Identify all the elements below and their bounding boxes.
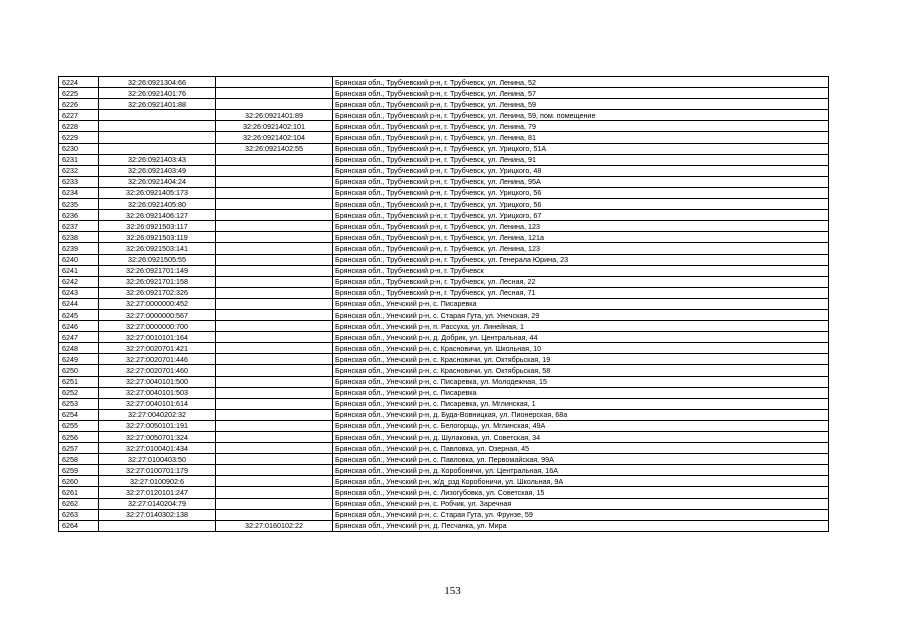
table-row bbox=[59, 232, 829, 243]
address-cell: Брянская обл., Трубчевский р-н, г. Трубчевск, ул. Ленина, 52 bbox=[333, 77, 829, 88]
table-row bbox=[59, 354, 829, 365]
row-number-cell: 6253 bbox=[59, 398, 99, 409]
row-number-cell: 6236 bbox=[59, 210, 99, 221]
address-cell: Брянская обл., Унечский р-н, с. Красновичи, ул. Школьная, 10 bbox=[333, 343, 829, 354]
address-cell: Брянская обл., Унечский р-н, д. Коробоничи, ул. Центральная, 16А bbox=[333, 465, 829, 476]
table-row bbox=[59, 221, 829, 232]
row-number-cell: 6241 bbox=[59, 265, 99, 276]
premises-cadastral-number-cell: 32:26:0921401:89 bbox=[216, 110, 333, 121]
address-cell: Брянская обл., Трубчевский р-н, г. Трубчевск, ул. Урицкого, 56 bbox=[333, 187, 829, 198]
premises-cadastral-number-cell bbox=[216, 77, 333, 88]
table-row bbox=[59, 376, 829, 387]
row-number-cell: 6242 bbox=[59, 276, 99, 287]
address-cell: Брянская обл., Унечский р-н, с. Писаревка bbox=[333, 387, 829, 398]
cadastral-number-cell: 32:27:0120101:247 bbox=[99, 487, 216, 498]
premises-cadastral-number-cell bbox=[216, 409, 333, 420]
cadastral-number-cell: 32:26:0921401:88 bbox=[99, 99, 216, 110]
premises-cadastral-number-cell bbox=[216, 254, 333, 265]
address-cell: Брянская обл., Трубчевский р-н, г. Трубчевск, ул. Ленина, 81 bbox=[333, 132, 829, 143]
cadastral-number-cell: 32:27:0140302:138 bbox=[99, 509, 216, 520]
premises-cadastral-number-cell bbox=[216, 210, 333, 221]
cadastral-number-cell: 32:27:0100902:6 bbox=[99, 476, 216, 487]
table-row bbox=[59, 487, 829, 498]
premises-cadastral-number-cell: 32:26:0921402:104 bbox=[216, 132, 333, 143]
cadastral-number-cell: 32:27:0050701:324 bbox=[99, 432, 216, 443]
cadastral-number-cell: 32:26:0921405:80 bbox=[99, 199, 216, 210]
table-row bbox=[59, 121, 829, 132]
cadastral-number-cell: 32:27:0010101:164 bbox=[99, 332, 216, 343]
address-cell: Брянская обл., Трубчевский р-н, г. Трубчевск, ул. Ленина, 91 bbox=[333, 154, 829, 165]
address-cell: Брянская обл., Унечский р-н, с. Робчик, ул. Заречная bbox=[333, 498, 829, 509]
cadastral-number-cell: 32:26:0921701:149 bbox=[99, 265, 216, 276]
premises-cadastral-number-cell bbox=[216, 154, 333, 165]
premises-cadastral-number-cell bbox=[216, 343, 333, 354]
address-cell: Брянская обл., Унечский р-н, с. Павловка, ул. Озерная, 45 bbox=[333, 443, 829, 454]
address-cell: Брянская обл., Унечский р-н, д. Шулаковка, ул. Советская, 34 bbox=[333, 432, 829, 443]
table-row bbox=[59, 199, 829, 210]
premises-cadastral-number-cell bbox=[216, 321, 333, 332]
row-number-cell: 6251 bbox=[59, 376, 99, 387]
row-number-cell: 6256 bbox=[59, 432, 99, 443]
address-cell: Брянская обл., Унечский р-н, с. Белогорщь, ул. Мглинская, 49А bbox=[333, 420, 829, 431]
row-number-cell: 6245 bbox=[59, 309, 99, 320]
row-number-cell: 6228 bbox=[59, 121, 99, 132]
cadastral-number-cell bbox=[99, 132, 216, 143]
table-row bbox=[59, 287, 829, 298]
table-row bbox=[59, 154, 829, 165]
row-number-cell: 6260 bbox=[59, 476, 99, 487]
table-row bbox=[59, 298, 829, 309]
premises-cadastral-number-cell bbox=[216, 387, 333, 398]
table-row bbox=[59, 432, 829, 443]
address-cell: Брянская обл., Трубчевский р-н, г. Трубчевск, ул. Ленина, 59, пом. помещение bbox=[333, 110, 829, 121]
premises-cadastral-number-cell bbox=[216, 88, 333, 99]
row-number-cell: 6247 bbox=[59, 332, 99, 343]
cadastral-number-cell: 32:27:0140204:79 bbox=[99, 498, 216, 509]
premises-cadastral-number-cell bbox=[216, 199, 333, 210]
cadastral-number-cell: 32:27:0000000:700 bbox=[99, 321, 216, 332]
row-number-cell: 6238 bbox=[59, 232, 99, 243]
premises-cadastral-number-cell bbox=[216, 243, 333, 254]
premises-cadastral-number-cell bbox=[216, 365, 333, 376]
premises-cadastral-number-cell bbox=[216, 187, 333, 198]
premises-cadastral-number-cell bbox=[216, 276, 333, 287]
premises-cadastral-number-cell bbox=[216, 354, 333, 365]
cadastral-number-cell: 32:26:0921403:43 bbox=[99, 154, 216, 165]
row-number-cell: 6231 bbox=[59, 154, 99, 165]
cadastral-number-cell: 32:27:0050101:191 bbox=[99, 420, 216, 431]
address-cell: Брянская обл., Трубчевский р-н, г. Трубчевск, ул. Ленина, 121а bbox=[333, 232, 829, 243]
premises-cadastral-number-cell bbox=[216, 487, 333, 498]
premises-cadastral-number-cell: 32:26:0921402:55 bbox=[216, 143, 333, 154]
premises-cadastral-number-cell bbox=[216, 398, 333, 409]
row-number-cell: 6239 bbox=[59, 243, 99, 254]
cadastral-number-cell bbox=[99, 121, 216, 132]
premises-cadastral-number-cell bbox=[216, 298, 333, 309]
table-row bbox=[59, 276, 829, 287]
address-cell: Брянская обл., Трубчевский р-н, г. Трубчевск, ул. Ленина, 123 bbox=[333, 221, 829, 232]
address-cell: Брянская обл., Трубчевский р-н, г. Трубчевск bbox=[333, 265, 829, 276]
cadastral-number-cell: 32:26:0921701:158 bbox=[99, 276, 216, 287]
address-cell: Брянская обл., Трубчевский р-н, г. Трубчевск, ул. Лесная, 71 bbox=[333, 287, 829, 298]
row-number-cell: 6244 bbox=[59, 298, 99, 309]
address-cell: Брянская обл., Унечский р-н, п. Рассуха, ул. Линейная, 1 bbox=[333, 321, 829, 332]
address-cell: Брянская обл., Унечский р-н, с. Старая Гута, ул. Фрунзе, 59 bbox=[333, 509, 829, 520]
cadastral-number-cell: 32:27:0040101:500 bbox=[99, 376, 216, 387]
address-cell: Брянская обл., Унечский р-н, с. Писаревка, ул. Молодежная, 15 bbox=[333, 376, 829, 387]
premises-cadastral-number-cell bbox=[216, 476, 333, 487]
row-number-cell: 6229 bbox=[59, 132, 99, 143]
address-cell: Брянская обл., Трубчевский р-н, г. Трубчевск, ул. Ленина, 57 bbox=[333, 88, 829, 99]
table-row bbox=[59, 165, 829, 176]
address-cell: Брянская обл., Трубчевский р-н, г. Трубчевск, ул. Ленина, 95А bbox=[333, 176, 829, 187]
table-row bbox=[59, 465, 829, 476]
table-row bbox=[59, 110, 829, 121]
premises-cadastral-number-cell bbox=[216, 165, 333, 176]
premises-cadastral-number-cell bbox=[216, 465, 333, 476]
table-row bbox=[59, 77, 829, 88]
cadastral-number-cell: 32:27:0040202:32 bbox=[99, 409, 216, 420]
cadastral-number-cell: 32:27:0020701:446 bbox=[99, 354, 216, 365]
table-row bbox=[59, 398, 829, 409]
address-cell: Брянская обл., Унечский р-н, с. Павловка, ул. Первомайская, 99А bbox=[333, 454, 829, 465]
address-cell: Брянская обл., Трубчевский р-н, г. Трубчевск, ул. Ленина, 59 bbox=[333, 99, 829, 110]
cadastral-number-cell: 32:26:0921503:119 bbox=[99, 232, 216, 243]
row-number-cell: 6259 bbox=[59, 465, 99, 476]
table-row bbox=[59, 509, 829, 520]
table-row bbox=[59, 365, 829, 376]
table-row bbox=[59, 143, 829, 154]
cadastral-number-cell: 32:26:0921505:55 bbox=[99, 254, 216, 265]
row-number-cell: 6246 bbox=[59, 321, 99, 332]
cadastral-number-cell: 32:27:0020701:421 bbox=[99, 343, 216, 354]
premises-cadastral-number-cell: 32:26:0921402:101 bbox=[216, 121, 333, 132]
row-number-cell: 6230 bbox=[59, 143, 99, 154]
table-row bbox=[59, 265, 829, 276]
address-cell: Брянская обл., Трубчевский р-н, г. Трубчевск, ул. Генерала Юрина, 23 bbox=[333, 254, 829, 265]
table-row bbox=[59, 498, 829, 509]
address-cell: Брянская обл., Унечский р-н, д. Песчанка, ул. Мира bbox=[333, 520, 829, 531]
cadastral-number-cell: 32:26:0921702:326 bbox=[99, 287, 216, 298]
table-row bbox=[59, 243, 829, 254]
cadastral-number-cell bbox=[99, 110, 216, 121]
table-row bbox=[59, 420, 829, 431]
address-cell: Брянская обл., Унечский р-н, ж/д_рзд Коробоничи, ул. Школьная, 9А bbox=[333, 476, 829, 487]
table-row bbox=[59, 88, 829, 99]
cadastral-number-cell: 32:26:0921503:117 bbox=[99, 221, 216, 232]
premises-cadastral-number-cell bbox=[216, 221, 333, 232]
cadastral-number-cell: 32:26:0921406:127 bbox=[99, 210, 216, 221]
row-number-cell: 6249 bbox=[59, 354, 99, 365]
cadastral-number-cell: 32:27:0040101:503 bbox=[99, 387, 216, 398]
row-number-cell: 6264 bbox=[59, 520, 99, 531]
address-cell: Брянская обл., Унечский р-н, с. Писаревка, ул. Мглинская, 1 bbox=[333, 398, 829, 409]
row-number-cell: 6226 bbox=[59, 99, 99, 110]
premises-cadastral-number-cell bbox=[216, 265, 333, 276]
row-number-cell: 6233 bbox=[59, 176, 99, 187]
address-cell: Брянская обл., Трубчевский р-н, г. Трубчевск, ул. Ленина, 79 bbox=[333, 121, 829, 132]
row-number-cell: 6255 bbox=[59, 420, 99, 431]
address-cell: Брянская обл., Унечский р-н, с. Красновичи, ул. Октябрьская, 58 bbox=[333, 365, 829, 376]
address-cell: Брянская обл., Трубчевский р-н, г. Трубчевск, ул. Урицкого, 56 bbox=[333, 199, 829, 210]
table-row bbox=[59, 443, 829, 454]
premises-cadastral-number-cell bbox=[216, 232, 333, 243]
cadastral-number-cell bbox=[99, 520, 216, 531]
table-row bbox=[59, 99, 829, 110]
cadastral-number-cell: 32:27:0000000:567 bbox=[99, 309, 216, 320]
premises-cadastral-number-cell bbox=[216, 309, 333, 320]
cadastral-number-cell: 32:26:0921304:66 bbox=[99, 77, 216, 88]
cadastral-number-cell: 32:26:0921403:49 bbox=[99, 165, 216, 176]
table-row bbox=[59, 176, 829, 187]
cadastral-number-cell: 32:26:0921404:24 bbox=[99, 176, 216, 187]
row-number-cell: 6261 bbox=[59, 487, 99, 498]
premises-cadastral-number-cell bbox=[216, 99, 333, 110]
table-row bbox=[59, 254, 829, 265]
cadastral-number-cell: 32:27:0100701:179 bbox=[99, 465, 216, 476]
premises-cadastral-number-cell bbox=[216, 498, 333, 509]
premises-cadastral-number-cell bbox=[216, 176, 333, 187]
table-row bbox=[59, 476, 829, 487]
table-row bbox=[59, 187, 829, 198]
row-number-cell: 6258 bbox=[59, 454, 99, 465]
table-row bbox=[59, 387, 829, 398]
address-cell: Брянская обл., Унечский р-н, с. Лизогубовка, ул. Советская, 15 bbox=[333, 487, 829, 498]
cadastral-number-cell: 32:26:0921405:173 bbox=[99, 187, 216, 198]
premises-cadastral-number-cell: 32:27:0160102:22 bbox=[216, 520, 333, 531]
page-number: 153 bbox=[444, 585, 461, 597]
table-row bbox=[59, 210, 829, 221]
premises-cadastral-number-cell bbox=[216, 443, 333, 454]
address-cell: Брянская обл., Унечский р-н, с. Писаревка bbox=[333, 298, 829, 309]
cadastral-number-cell: 32:26:0921503:141 bbox=[99, 243, 216, 254]
table-row bbox=[59, 454, 829, 465]
row-number-cell: 6250 bbox=[59, 365, 99, 376]
address-cell: Брянская обл., Трубчевский р-н, г. Трубчевск, ул. Урицкого, 67 bbox=[333, 210, 829, 221]
row-number-cell: 6263 bbox=[59, 509, 99, 520]
premises-cadastral-number-cell bbox=[216, 287, 333, 298]
address-cell: Брянская обл., Унечский р-н, д. Добрик, ул. Центральная, 44 bbox=[333, 332, 829, 343]
table-row bbox=[59, 343, 829, 354]
row-number-cell: 6235 bbox=[59, 199, 99, 210]
row-number-cell: 6248 bbox=[59, 343, 99, 354]
address-cell: Брянская обл., Унечский р-н, д. Буда-Вовницкая, ул. Пионерская, 68а bbox=[333, 409, 829, 420]
table-row bbox=[59, 309, 829, 320]
premises-cadastral-number-cell bbox=[216, 454, 333, 465]
premises-cadastral-number-cell bbox=[216, 420, 333, 431]
property-registry-table bbox=[58, 76, 829, 532]
address-cell: Брянская обл., Трубчевский р-н, г. Трубчевск, ул. Лесная, 22 bbox=[333, 276, 829, 287]
cadastral-number-cell: 32:27:0100401:434 bbox=[99, 443, 216, 454]
row-number-cell: 6252 bbox=[59, 387, 99, 398]
address-cell: Брянская обл., Унечский р-н, с. Старая Гута, ул. Унечская, 29 bbox=[333, 309, 829, 320]
table-row bbox=[59, 332, 829, 343]
row-number-cell: 6240 bbox=[59, 254, 99, 265]
premises-cadastral-number-cell bbox=[216, 376, 333, 387]
row-number-cell: 6262 bbox=[59, 498, 99, 509]
row-number-cell: 6232 bbox=[59, 165, 99, 176]
premises-cadastral-number-cell bbox=[216, 432, 333, 443]
address-cell: Брянская обл., Трубчевский р-н, г. Трубчевск, ул. Ленина, 123 bbox=[333, 243, 829, 254]
row-number-cell: 6224 bbox=[59, 77, 99, 88]
cadastral-number-cell: 32:27:0000000:452 bbox=[99, 298, 216, 309]
address-cell: Брянская обл., Трубчевский р-н, г. Трубчевск, ул. Урицкого, 51А bbox=[333, 143, 829, 154]
address-cell: Брянская обл., Унечский р-н, с. Красновичи, ул. Октябрьская, 19 bbox=[333, 354, 829, 365]
premises-cadastral-number-cell bbox=[216, 509, 333, 520]
table-row bbox=[59, 321, 829, 332]
row-number-cell: 6254 bbox=[59, 409, 99, 420]
row-number-cell: 6234 bbox=[59, 187, 99, 198]
cadastral-number-cell: 32:26:0921401:76 bbox=[99, 88, 216, 99]
row-number-cell: 6237 bbox=[59, 221, 99, 232]
address-cell: Брянская обл., Трубчевский р-н, г. Трубчевск, ул. Урицкого, 48 bbox=[333, 165, 829, 176]
table-row bbox=[59, 520, 829, 531]
cadastral-number-cell: 32:27:0020701:460 bbox=[99, 365, 216, 376]
row-number-cell: 6243 bbox=[59, 287, 99, 298]
table-row bbox=[59, 132, 829, 143]
row-number-cell: 6257 bbox=[59, 443, 99, 454]
cadastral-number-cell bbox=[99, 143, 216, 154]
cadastral-number-cell: 32:27:0040101:614 bbox=[99, 398, 216, 409]
premises-cadastral-number-cell bbox=[216, 332, 333, 343]
cadastral-number-cell: 32:27:0100403:50 bbox=[99, 454, 216, 465]
row-number-cell: 6227 bbox=[59, 110, 99, 121]
table-body bbox=[59, 77, 829, 532]
table-row bbox=[59, 409, 829, 420]
row-number-cell: 6225 bbox=[59, 88, 99, 99]
